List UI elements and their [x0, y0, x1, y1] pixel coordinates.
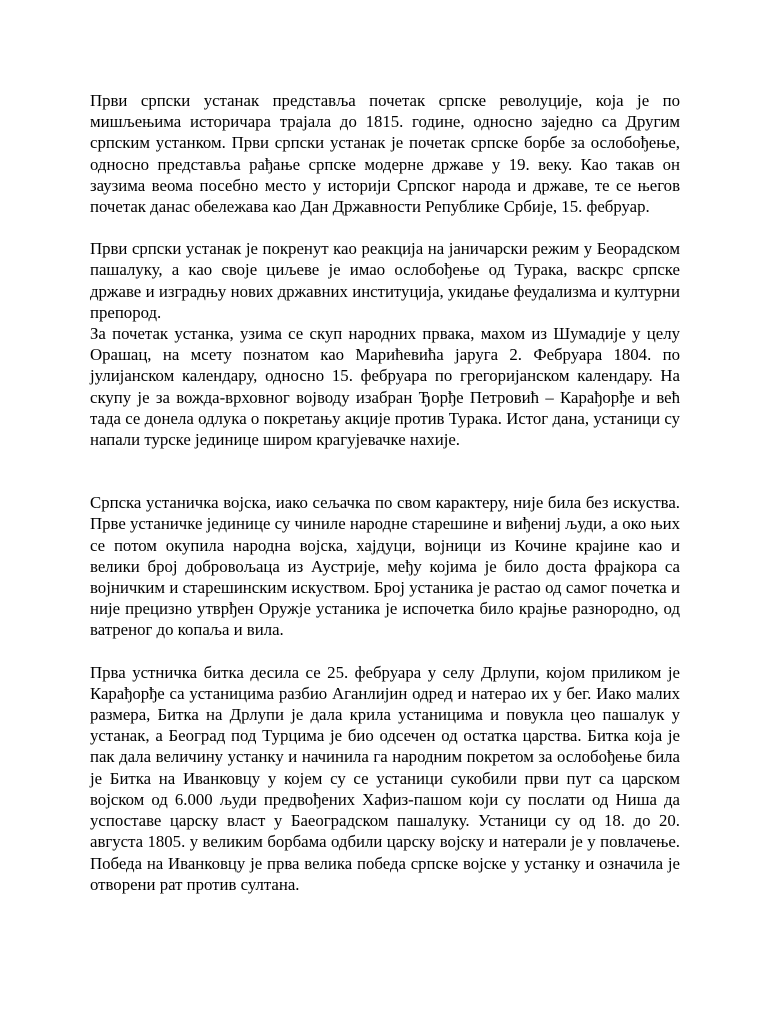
paragraph-army: Српска устаничка војска, иако сељачка по свом карактеру, није била без искуства. Прве устаничке јединице су чиниле народне старешине и виђениј људи, а око њих се потом окупила народна војска, хајдуци, војници из Кочине крајине као и велики број добровољаца из Аустрије, међу којима је било доста фрајкора са војничким и старешинским искуством. Број устаника је растао од самог почетка и није прецизно утврђен Оружје устаника је испочетка било крајње разнородно, од ватреног до копаља и вила. — [90, 493, 680, 640]
paragraph-spacer — [90, 217, 680, 238]
paragraph-spacer — [90, 641, 680, 662]
paragraph-intro: Први српски устанак представља почетак српске револуције, која је по мишљењима историчара трајала до 1815. године, односно заједно са Другим српским устанком. Први српски устанак је почетак српске борбе за ослобођење, односно представља рађање српске модерне државе у 19. веку. Као такав он заузима веома посебно место у историји Српског народа и државе, те се његов почетак данас обележава као Дан Државности Републике Србије, 15. фебруар. — [90, 91, 680, 217]
paragraph-spacer — [90, 450, 680, 492]
paragraph-battles: Прва устничка битка десила се 25. фебруара у селу Дрлупи, којом приликом је Карађорђе са устаницима разбио Аганлијин одред и натерао их у бег. Иако малих размера, Битка на Дрлупи је дала крила устаницима и повукла цео пашалук у устанак, а Београд под Турцима је био одсечен од остатка царства. Битка која је пак дала величину устанку и начинила га народним покретом за ослобођење била је Битка на Иванковцу у којем су се устаници сукобили први пут са царском војском од 6.000 људи предвођених Хафиз-пашом који су послати од Ниша да успоставе царску власт у Баеоградском пашалуку. Устаници су од 18. до 20. августа 1805. у великим борбама одбили царску војску и натерали је у повлачење. Победа на Иванковцу је прва велика победа српске војске у устанку и означила је отворени рат против султана. — [90, 662, 680, 894]
document-body — [90, 90, 680, 895]
paragraph-orasac: За почетак устанка, узима се скуп народних првака, махом из Шумадије у целу Орашац, на мсету познатом као Марићевића јаруга 2. Фебруара 1804. по јулијанском календару, односно 15. фебруара по грегоријанском календару. На скупу је за вожда-врховног војводу изабран Ђорђе Петровић – Карађорђе и већ тада се донела одлука о покретању акције против Турака. Истог дана, устаници су напали турске јединице широм крагујевачке нахије. — [90, 324, 680, 450]
paragraph-causes: Први српски устанак је покренут као реакција на јаничарски режим у Беорадском пашалуку, а као своје циљеве је имао ослобођење од Турака, васкрс српске државе и изградњу нових државних институција, укидање феудализма и културни препород. — [90, 239, 680, 322]
